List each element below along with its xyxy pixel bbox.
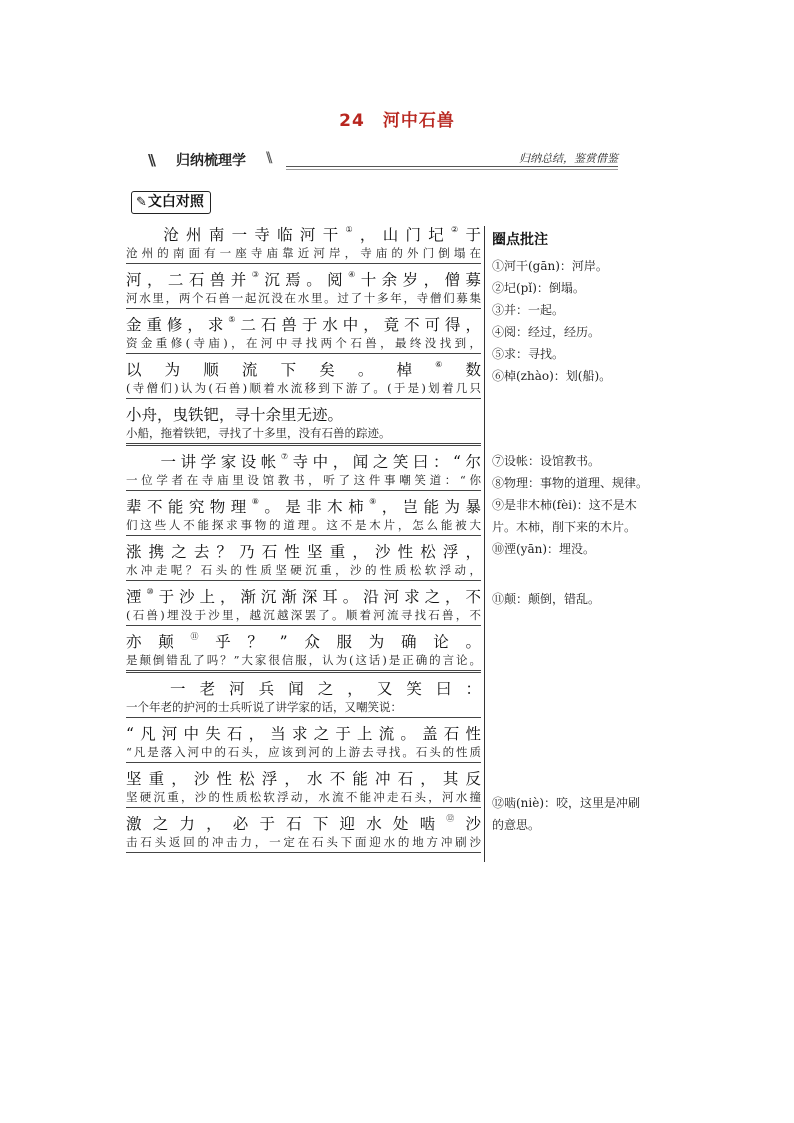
tag-label: 文白对照 <box>147 194 204 210</box>
translation-line: 一个年老的护河的士兵听说了讲学家的话，又嘲笑说： <box>126 699 481 718</box>
section-header <box>148 149 618 171</box>
original-line: 金重修，求⑤二石兽于水中，竟不可得， <box>126 315 481 334</box>
translation-line: 水冲走呢？石头的性质坚硬沉重，沙的性质松软浮动， <box>126 562 481 581</box>
parallel-text-tag <box>131 191 211 214</box>
annotation-item: ⑪颠：颠倒，错乱。 <box>492 592 601 606</box>
annotation-heading: 圈点批注 <box>492 232 548 248</box>
text-pair <box>126 633 481 673</box>
text-pair <box>126 815 481 853</box>
text-pair <box>126 770 481 808</box>
original-line: 激之力，必于石下迎水处啮⑫沙 <box>126 814 481 833</box>
original-line: 辈不能究物理⑧。是非木柿⑨，岂能为暴 <box>126 497 481 516</box>
annotation-item: ⑨是非木柿(fèi)：这不是木片。木柿，削下来的木片。 <box>492 498 637 534</box>
section-rule-2 <box>286 169 618 170</box>
translation-line: (寺僧们)认为(石兽)顺着水流移到下游了。(于是)划着几只 <box>126 380 481 399</box>
parallel-text <box>126 226 481 860</box>
annotation-item: ③并：一起。 <box>492 303 565 317</box>
annotation-item: ⑦设帐：设馆教书。 <box>492 454 601 468</box>
translation-line: 是颠倒错乱了吗？”大家很信服，认为(这话)是正确的言论。 <box>126 652 481 673</box>
text-pair <box>126 406 481 446</box>
slash-decoration: \\ <box>148 151 153 169</box>
text-pair <box>126 543 481 581</box>
original-line: 亦颠⑪乎？”众服为确论。 <box>126 632 481 651</box>
text-pair <box>126 271 481 309</box>
page-title: 24 河中石兽 <box>339 111 455 131</box>
annotation-column <box>492 229 652 387</box>
annotation-item: ①河干(gān)：河岸。 <box>492 259 608 273</box>
annotation-group-2 <box>492 450 652 610</box>
text-pair <box>126 680 481 718</box>
annotation-group-3 <box>492 792 652 836</box>
original-line: 一老河兵闻之，又笑曰： <box>156 680 481 698</box>
text-pair <box>126 226 481 264</box>
original-line: 湮⑩于沙上，渐沉渐深耳。沿河求之，不 <box>126 587 481 606</box>
translation-line: 资金重修(寺庙)，在河中寻找两个石兽，最终没找到， <box>126 335 481 354</box>
annotation-item: ⑩湮(yān)：埋没。 <box>492 542 596 556</box>
slash-decoration-2: \\ <box>266 150 270 166</box>
original-line: 坚重，沙性松浮，水不能冲石，其反 <box>126 770 481 788</box>
translation-line: 小船，拖着铁钯，寻找了十多里，没有石兽的踪迹。 <box>126 425 481 446</box>
annotation-item: ④阅：经过，经历。 <box>492 325 601 339</box>
annotation-item: ⑧物理：事物的道理、规律。 <box>492 476 649 490</box>
original-line: 沧州南一寺临河干①，山门圮②于 <box>156 225 481 244</box>
annotation-item: ②圮(pǐ)：倒塌。 <box>492 281 585 295</box>
column-divider <box>484 226 485 862</box>
text-pair <box>126 498 481 536</box>
translation-line: (石兽)埋没于沙里，越沉越深罢了。顺着河流寻找石兽，不 <box>126 607 481 626</box>
translation-line: 沧州的南面有一座寺庙靠近河岸，寺庙的外门倒塌在 <box>126 245 481 264</box>
annotation-item: ⑥棹(zhào)：划(船)。 <box>492 369 612 383</box>
original-line: 小舟，曳铁钯，寻十余里无迹。 <box>126 406 344 424</box>
pen-icon: ✎ <box>136 195 147 210</box>
text-pair <box>126 453 481 491</box>
translation-line: “凡是落入河中的石头，应该到河的上游去寻找。石头的性质 <box>126 744 481 763</box>
translation-line: 坚硬沉重，沙的性质松软浮动，水流不能冲走石头，河水撞 <box>126 789 481 808</box>
annotation-item: ⑫啮(niè)：咬，这里是冲刷的意思。 <box>492 796 641 832</box>
text-pair <box>126 361 481 399</box>
translation-line: 们这些人不能探求事物的道理。这不是木片，怎么能被大 <box>126 517 481 536</box>
text-pair <box>126 725 481 763</box>
original-line: “凡河中失石，当求之于上流。盖石性 <box>126 725 481 743</box>
translation-line: 一位学者在寺庙里设馆教书，听了这件事嘲笑道：“你 <box>126 472 481 491</box>
translation-line: 河水里，两个石兽一起沉没在水里。过了十多年，寺僧们募集 <box>126 290 481 309</box>
original-line: 一讲学家设帐⑦寺中，闻之笑曰：“尔 <box>156 452 481 471</box>
text-pair <box>126 316 481 354</box>
text-pair <box>126 588 481 626</box>
annotation-item: ⑤求：寻找。 <box>492 347 565 361</box>
original-line: 以为顺流下矣。棹⑥数 <box>126 360 481 379</box>
original-line: 河，二石兽并③沉焉。阅④十余岁，僧募 <box>126 270 481 289</box>
section-title: 归纳梳理学 <box>176 153 246 169</box>
original-line: 涨携之去？乃石性坚重，沙性松浮， <box>126 543 481 561</box>
section-rule <box>286 166 618 167</box>
section-subtitle: 归纳总结，鉴赏借鉴 <box>519 152 618 165</box>
translation-line: 击石头返回的冲击力，一定在石头下面迎水的地方冲刷沙 <box>126 834 481 853</box>
